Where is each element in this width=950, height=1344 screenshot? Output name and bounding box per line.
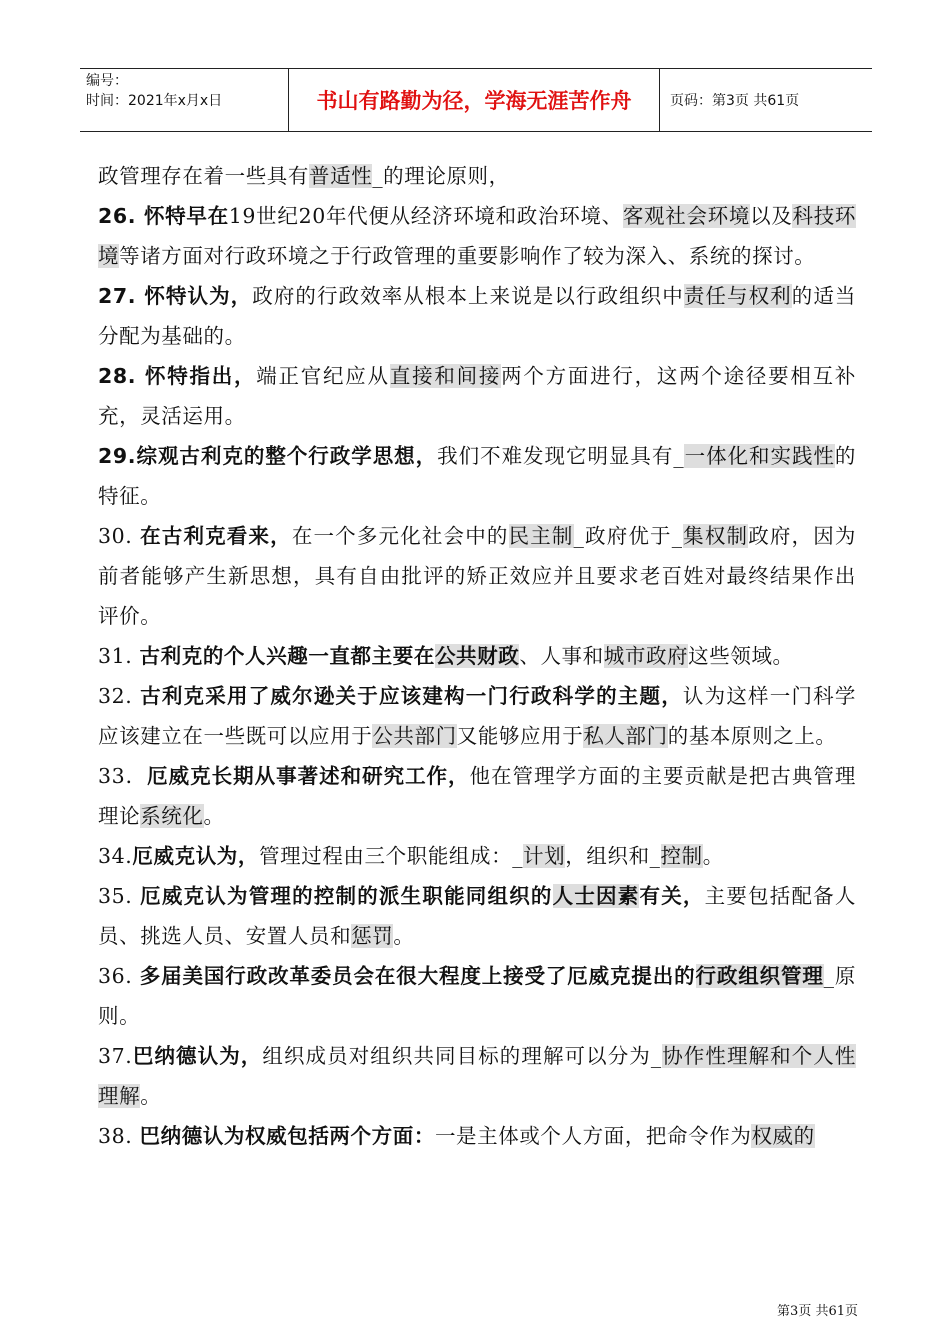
text-run: 35.	[98, 884, 141, 908]
text-run: _政府优于_	[573, 524, 683, 548]
text-run: 37.	[98, 1044, 133, 1068]
page-footer: 第3页 共61页	[777, 1304, 858, 1319]
text-run: 两个方面进行，这两个途径要相互补充，灵活运用。	[98, 364, 856, 428]
text-run: 。	[140, 1084, 162, 1108]
answer-highlight: 科技环境	[98, 204, 856, 268]
text-run: 我们不难发现它明显具有_	[437, 444, 685, 468]
paragraph	[98, 156, 856, 196]
answer-highlight: 权威的	[751, 1124, 815, 1148]
text-run: 26. 怀特早在	[98, 204, 229, 228]
text-run: 古利克采用了威尔逊关于应该建构一门行政科学的主题，	[140, 684, 683, 708]
answer-highlight: 行政组织管理	[695, 964, 824, 988]
text-run: 等诸方面对行政环境之于行政管理的重要影响作了较为深入、系统的探讨。	[119, 244, 816, 268]
text-run: 36.	[98, 964, 140, 988]
text-run: 。	[203, 804, 225, 828]
text-run: 38.	[98, 1124, 140, 1148]
text-run: 主要包括配备人员、挑选人员、安置人员和	[98, 884, 856, 948]
paragraph	[98, 756, 856, 836]
text-run: 32.	[98, 684, 141, 708]
text-run: 他在管理学方面的主要贡献是把古典管理理论	[98, 764, 856, 828]
answer-highlight: 民主制	[508, 524, 574, 548]
answer-highlight: 一体化和实践性	[684, 444, 835, 468]
text-run: 的基本原则之上。	[667, 724, 837, 748]
paragraph	[98, 836, 856, 876]
paragraph	[98, 956, 856, 1036]
page-indicator: 页码：第3页 共61页	[670, 93, 800, 109]
text-run: 的特征。	[98, 444, 857, 508]
paragraph	[98, 436, 856, 516]
text-run: _的理论原则，	[372, 164, 510, 188]
text-run: 。	[702, 844, 724, 868]
paragraph	[98, 1036, 856, 1116]
text-run: 厄威克认为管理的控制的派生职能同组织的	[140, 884, 553, 908]
answer-highlight: 协作性理解和个人性理解	[98, 1044, 856, 1108]
answer-highlight: 责任与权利	[683, 284, 792, 308]
header-meta	[80, 69, 289, 131]
paragraph	[98, 676, 856, 756]
answer-highlight: 集权制	[682, 524, 749, 548]
answer-highlight: 计划	[523, 844, 566, 868]
answer-highlight: 系统化	[140, 804, 204, 828]
text-run: 27. 怀特认为，	[98, 284, 253, 308]
answer-highlight: 城市政府	[603, 644, 689, 668]
text-run: 认为这样一门科学应该建立在一些既可以应用于	[98, 684, 856, 748]
text-run: 29.综观古利克的整个行政学思想，	[98, 444, 438, 468]
text-run: 管理过程由三个职能组成：_	[259, 844, 524, 868]
text-run: _原则。	[98, 964, 856, 1028]
text-run: 又能够应用于	[456, 724, 584, 748]
text-run: 巴纳德认为权威包括两个方面：	[139, 1124, 435, 1148]
text-run: 政府的行政效率从根本上来说是以行政组织中	[252, 284, 684, 308]
paragraph	[98, 1116, 856, 1156]
text-run: 政府，因为前者能够产生新思想，具有自由批评的矫正效应并且要求老百姓对最终结果作出评价。	[98, 524, 857, 628]
answer-highlight: 控制	[660, 844, 703, 868]
paragraph	[98, 356, 856, 436]
text-run: 以及	[750, 204, 793, 228]
text-run: 端正官纪应从	[256, 364, 390, 388]
motto: 书山有路勤为径，学海无涯苦作舟	[289, 69, 660, 131]
text-run: 有关，	[639, 884, 705, 908]
paragraph	[98, 276, 856, 356]
text-run: 的适当分配为基础的。	[98, 284, 856, 348]
text-run: 、人事和	[519, 644, 604, 668]
answer-highlight: 客观社会环境	[622, 204, 751, 228]
page-header	[80, 68, 872, 132]
text-run: 这些领域。	[688, 644, 794, 668]
text-run: 巴纳德认为，	[132, 1044, 263, 1068]
text-run: 31.	[98, 644, 140, 668]
number-label: 编号：	[86, 73, 128, 89]
document-body	[98, 156, 856, 1156]
text-run: 在古利克看来，	[140, 524, 292, 548]
paragraph	[98, 876, 856, 956]
paragraph	[98, 516, 856, 636]
text-run: 古利克的个人兴趣一直都主要在	[139, 644, 435, 668]
answer-highlight: 公共财政	[434, 644, 520, 668]
text-run: 组织成员对组织共同目标的理解可以分为_	[262, 1044, 662, 1068]
text-run: 28. 怀特指出，	[98, 364, 257, 388]
text-run: 厄威克认为，	[132, 844, 260, 868]
text-run: ，组织和_	[565, 844, 661, 868]
text-run: 多届美国行政改革委员会在很大程度上接受了厄威克提出的	[139, 964, 696, 988]
answer-highlight: 直接和间接	[389, 364, 502, 388]
paragraph	[98, 196, 856, 276]
text-run: 30.	[98, 524, 141, 548]
text-run: 一是主体或个人方面，把命令作为	[434, 1124, 752, 1148]
text-run: 政管理存在着一些具有	[98, 164, 309, 188]
paragraph	[98, 636, 856, 676]
text-run: 19世纪20年代便从经济环境和政治环境、	[228, 204, 623, 228]
answer-highlight: 惩罚	[351, 924, 394, 948]
date-label: 时间：2021年x月x日	[86, 93, 223, 109]
text-run: 34.	[98, 844, 133, 868]
text-run: 33．	[98, 764, 148, 788]
answer-highlight: 公共部门	[372, 724, 457, 748]
text-run: 。	[393, 924, 415, 948]
answer-highlight: 人士因素	[552, 884, 640, 908]
text-run: 在一个多元化社会中的	[291, 524, 509, 548]
answer-highlight: 普适性	[309, 164, 373, 188]
text-run: 厄威克长期从事著述和研究工作，	[147, 764, 470, 788]
answer-highlight: 私人部门	[583, 724, 668, 748]
